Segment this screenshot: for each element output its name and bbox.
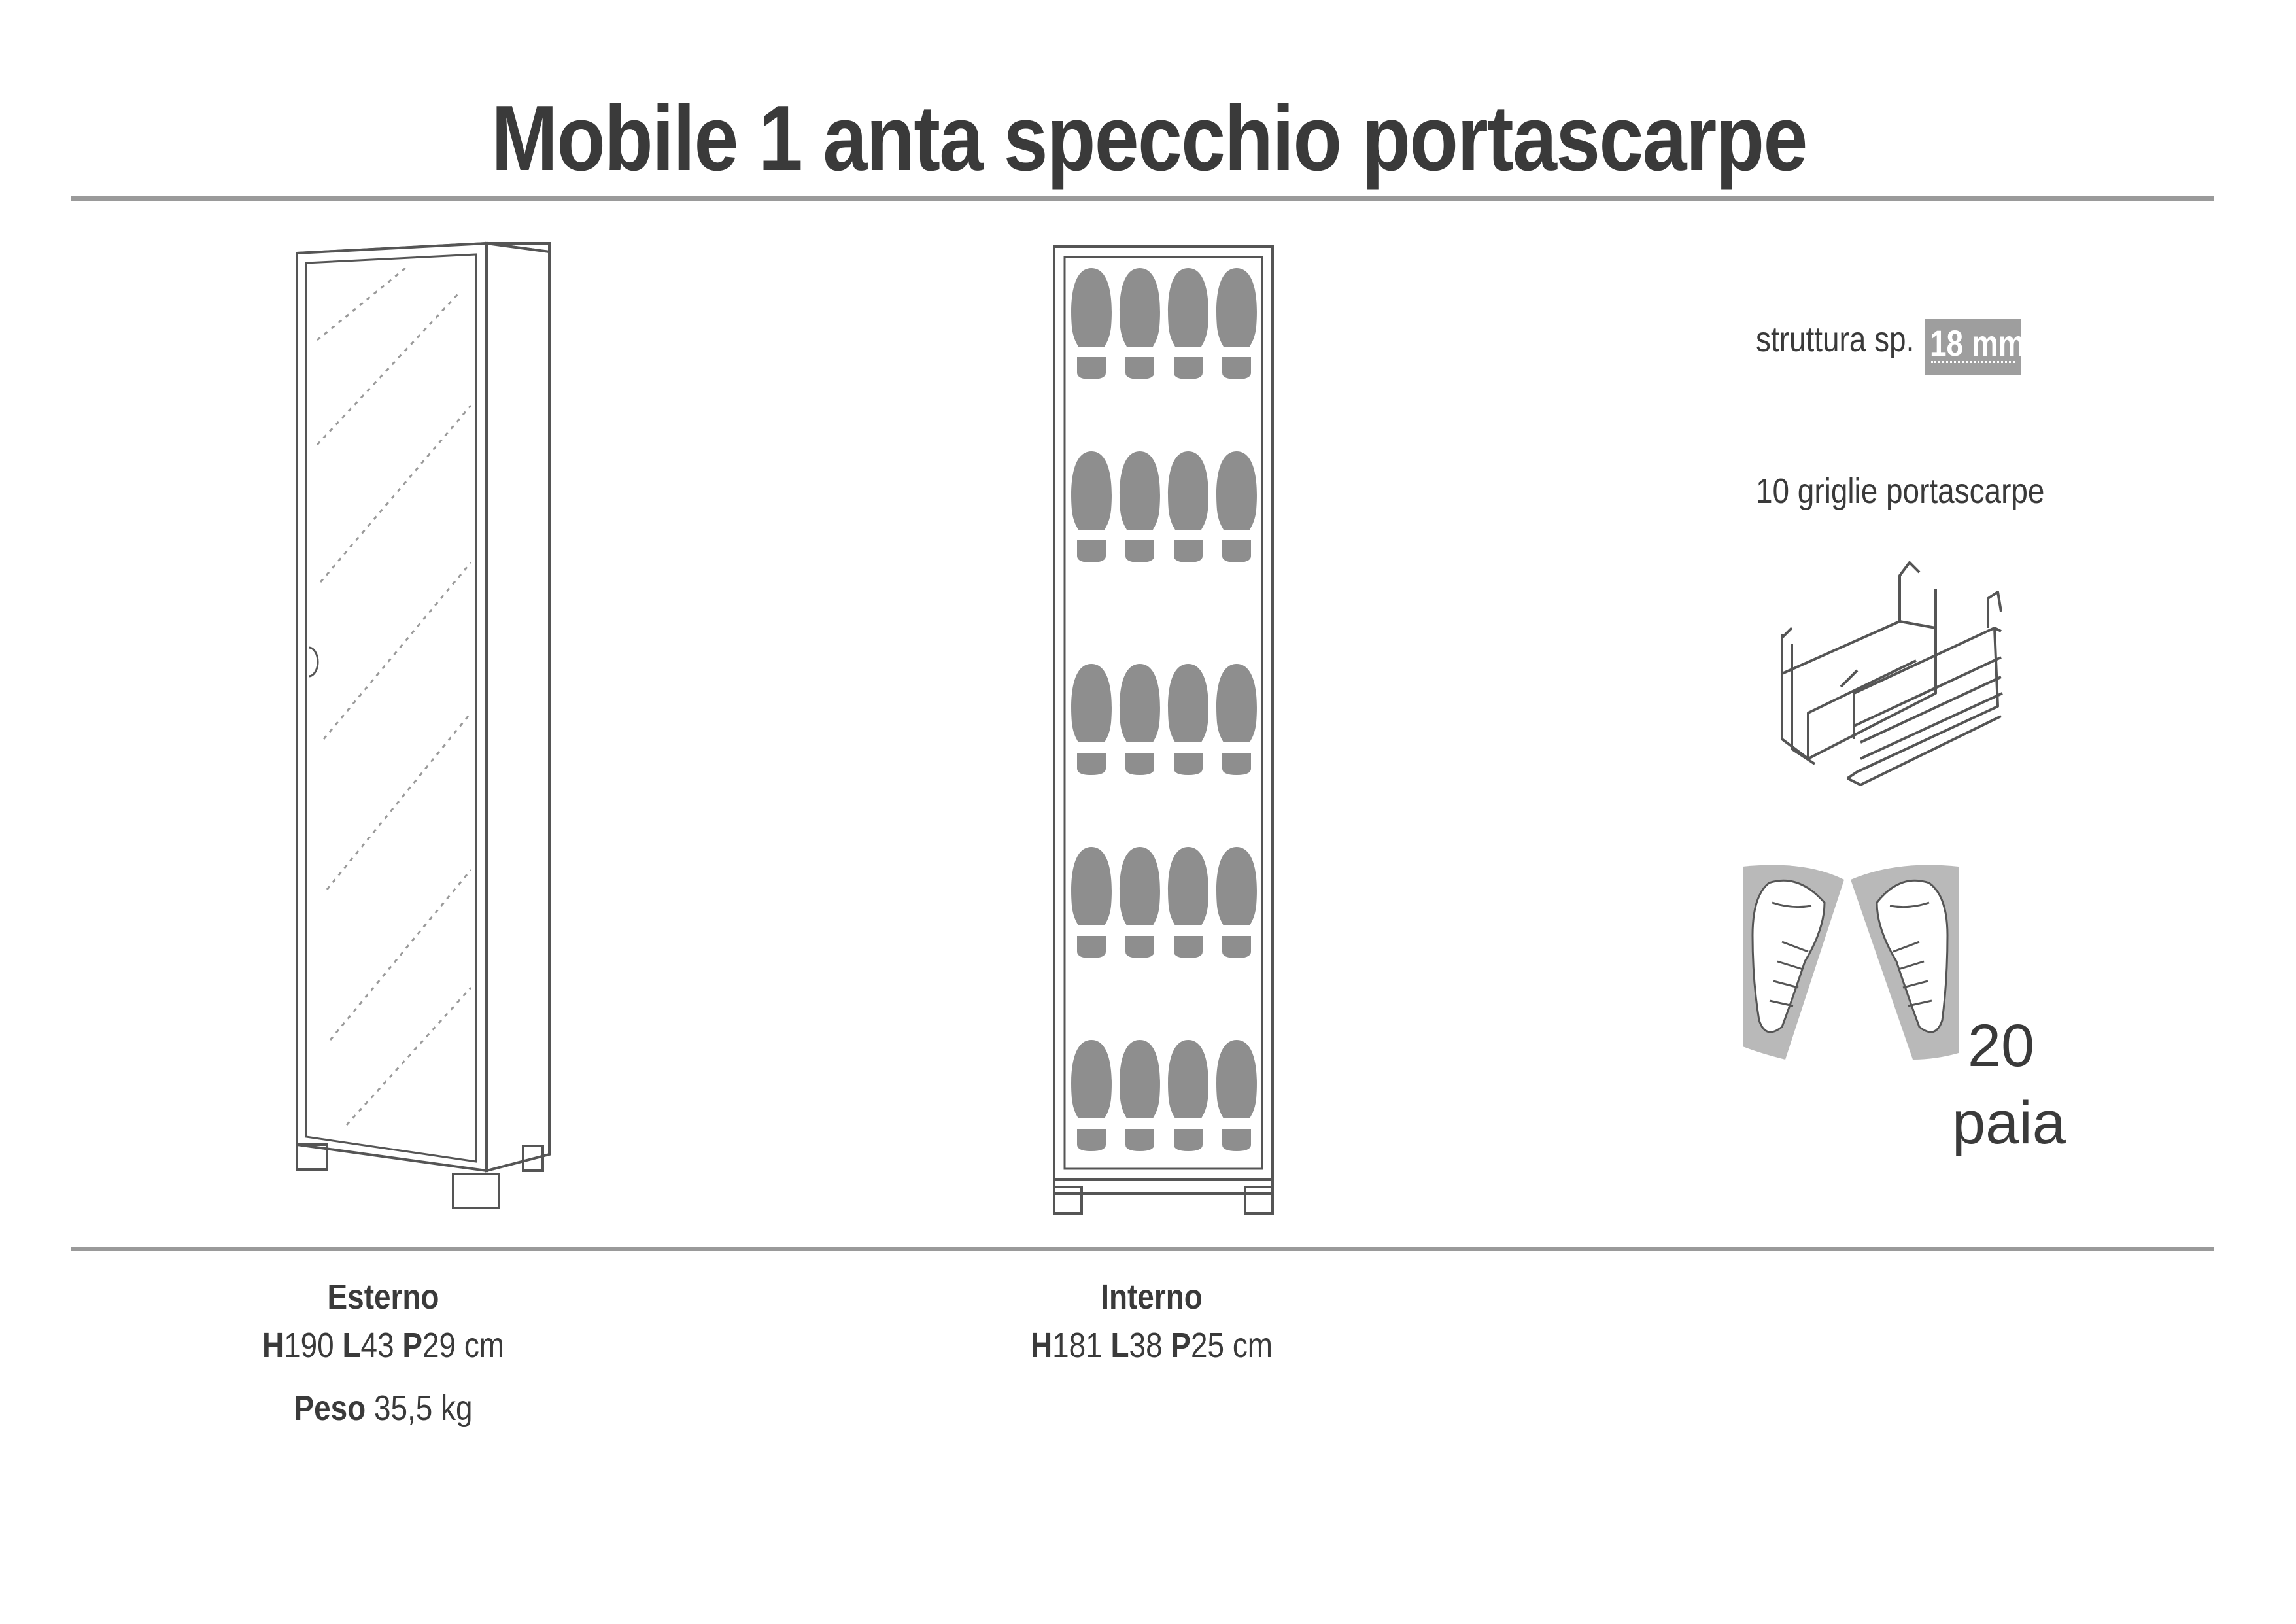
- shoe-sole: [1168, 451, 1208, 530]
- shoe-heel: [1077, 1129, 1106, 1151]
- shoe-heel: [1222, 753, 1251, 775]
- shoe-heel: [1125, 936, 1154, 958]
- shoe-print-icon: [1120, 847, 1160, 958]
- shoe-sole: [1168, 1040, 1208, 1118]
- shoe-print-icon: [1168, 847, 1208, 958]
- height-label: H: [1030, 1326, 1053, 1365]
- shoe-sole: [1071, 664, 1112, 742]
- shoe-print-icon: [1216, 847, 1257, 958]
- height-label: H: [262, 1326, 284, 1365]
- shoe-heel: [1222, 357, 1251, 379]
- width-value: 43: [360, 1326, 394, 1365]
- shoe-print-icon: [1120, 451, 1160, 562]
- shoes-pair-icon: [1743, 865, 1959, 1060]
- shoe-print-icon: [1071, 451, 1112, 562]
- shoe-sole: [1120, 268, 1160, 347]
- shoe-sole: [1120, 847, 1160, 925]
- shoe-print-icon: [1071, 268, 1112, 379]
- depth-label: P: [402, 1326, 422, 1365]
- shoe-sole: [1168, 664, 1208, 742]
- bottom-divider: [71, 1247, 2214, 1251]
- internal-dimensions: [1013, 1325, 1291, 1366]
- shoe-print-icon: [1168, 451, 1208, 562]
- internal-title: Interno: [1101, 1277, 1203, 1317]
- shoe-heel: [1174, 357, 1203, 379]
- shoe-sole: [1168, 847, 1208, 925]
- shoe-heel: [1077, 540, 1106, 562]
- shoe-print-icon: [1071, 847, 1112, 958]
- shoe-sole: [1071, 451, 1112, 530]
- shoe-print-icon: [1168, 1040, 1208, 1151]
- shoe-heel: [1174, 540, 1203, 562]
- height-value: 181: [1052, 1326, 1103, 1365]
- shoe-sole: [1120, 451, 1160, 530]
- thickness-value: 18 mm: [1930, 322, 2025, 364]
- width-value: 38: [1129, 1326, 1163, 1365]
- shoe-sole: [1071, 847, 1112, 925]
- height-value: 190: [284, 1326, 334, 1365]
- shoe-print-icon: [1071, 664, 1112, 775]
- shoe-sole: [1216, 451, 1257, 530]
- weight-label: Peso: [294, 1389, 366, 1428]
- shoe-sole: [1168, 268, 1208, 347]
- depth-label: P: [1171, 1326, 1191, 1365]
- shoe-print-icon: [1168, 664, 1208, 775]
- shoe-print-icon: [1120, 268, 1160, 379]
- shoe-print-icon: [1120, 664, 1160, 775]
- external-dimensions: [245, 1325, 523, 1366]
- shoe-sole: [1071, 268, 1112, 347]
- shoe-sole: [1216, 1040, 1257, 1118]
- depth-value: 29: [422, 1326, 456, 1365]
- shoe-sole: [1120, 664, 1160, 742]
- shoe-heel: [1125, 753, 1154, 775]
- structure-thickness-label: struttura sp.: [1756, 320, 1915, 359]
- width-label: L: [1110, 1326, 1129, 1365]
- shoe-heel: [1077, 357, 1106, 379]
- shoe-sole: [1071, 1040, 1112, 1118]
- shoe-heel: [1174, 936, 1203, 958]
- shoe-print-icon: [1216, 664, 1257, 775]
- pairs-count: 20: [1967, 1012, 2035, 1079]
- shoe-print-icon: [1216, 268, 1257, 379]
- thickness-badge: [1925, 319, 2025, 375]
- pairs-unit: paia: [1952, 1090, 2066, 1156]
- shoe-sole: [1216, 664, 1257, 742]
- shoe-heel: [1222, 1129, 1251, 1151]
- cabinet-exterior-drawing: [297, 243, 549, 1208]
- shoe-print-icon: [1120, 1040, 1160, 1151]
- shoe-print-icon: [1071, 1040, 1112, 1151]
- shoe-heel: [1125, 357, 1154, 379]
- pairs-capacity: [1952, 1007, 2066, 1162]
- shoe-heel: [1222, 936, 1251, 958]
- shoe-heel: [1125, 540, 1154, 562]
- shoe-sole: [1216, 268, 1257, 347]
- shoe-print-icon: [1216, 1040, 1257, 1151]
- weight-value: 35,5 kg: [373, 1389, 473, 1428]
- shoe-heel: [1174, 1129, 1203, 1151]
- shoe-print-icon: [1168, 268, 1208, 379]
- shoe-heel: [1077, 936, 1106, 958]
- shoe-sole: [1120, 1040, 1160, 1118]
- page-title: Mobile 1 anta specchio portascarpe: [491, 86, 1807, 190]
- external-weight: [272, 1388, 494, 1428]
- shoe-heel: [1125, 1129, 1154, 1151]
- shoe-heel: [1077, 753, 1106, 775]
- shoe-print-icon: [1216, 451, 1257, 562]
- depth-value: 25: [1190, 1326, 1225, 1365]
- width-label: L: [342, 1326, 361, 1365]
- unit-label: cm: [1232, 1326, 1273, 1365]
- shoe-heel: [1174, 753, 1203, 775]
- wire-shoe-rack-icon: [1782, 562, 2002, 785]
- unit-label: cm: [464, 1326, 505, 1365]
- shoe-sole: [1216, 847, 1257, 925]
- external-title: Esterno: [327, 1277, 439, 1317]
- shoe-heel: [1222, 540, 1251, 562]
- dimension-arrow-icon: [1931, 361, 2015, 363]
- shoe-grids-label: 10 griglie portascarpe: [1756, 472, 2045, 511]
